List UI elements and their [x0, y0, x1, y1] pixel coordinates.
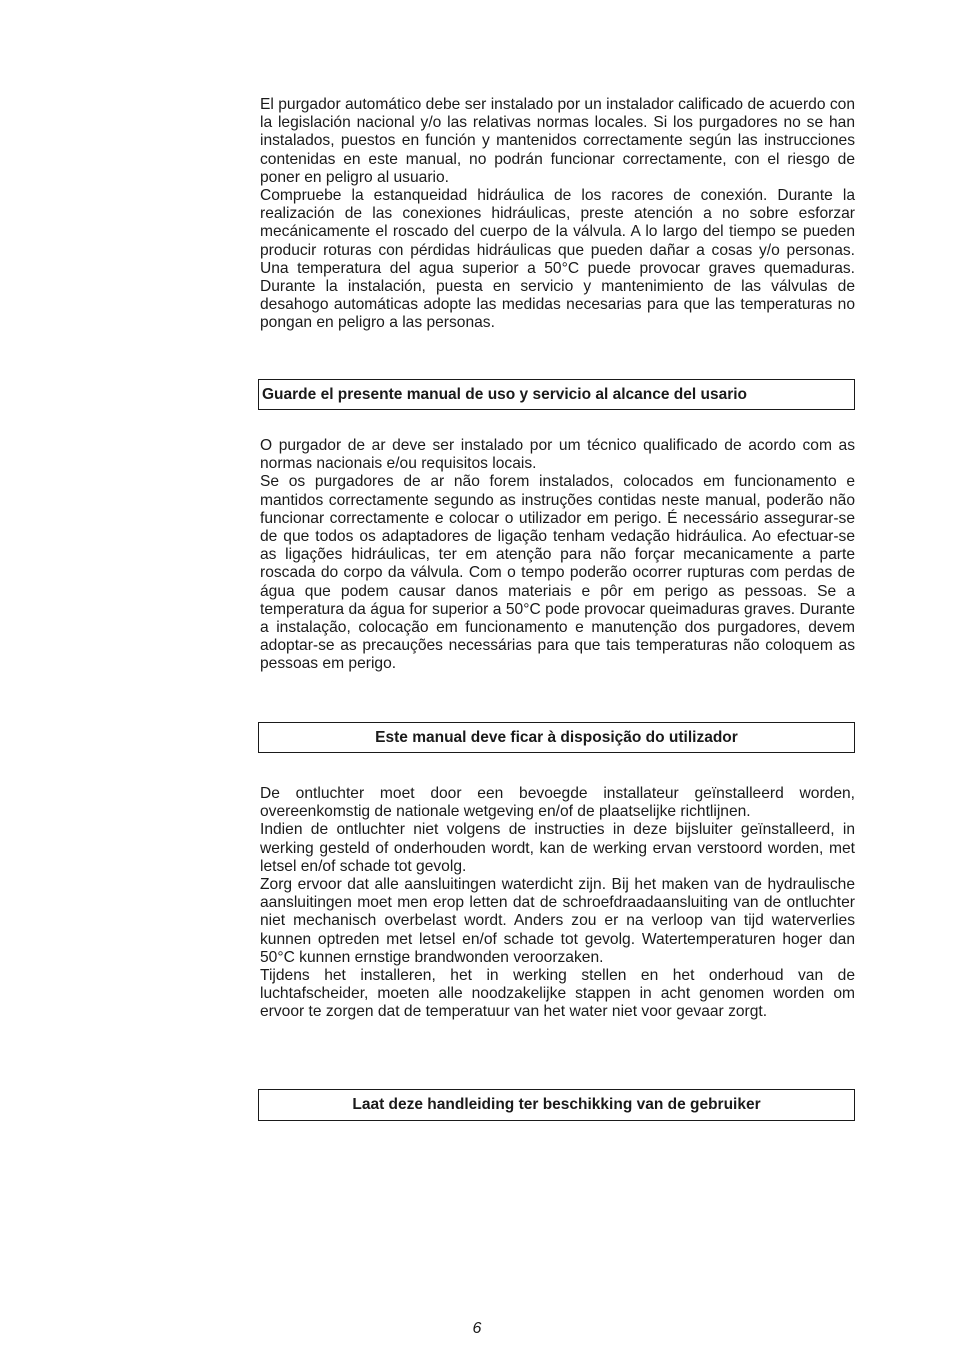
- paragraph-nl-4: Tijdens het installeren, het in werking stellen en het onderhoud van de luchtafscheider, moeten alle noodzakelijke stappen in acht genomen worden om ervoor te zorgen dat de temperatuur van het water niet voor gevaar zorgt.: [260, 967, 855, 1021]
- notice-text-es: Guarde el presente manual de uso y servicio al alcance del usario: [262, 385, 748, 403]
- paragraph-nl-3: Zorg ervoor dat alle aansluitingen waterdicht zijn. Bij het maken van de hydraulische aansluitingen moet men erop letten dat de schroefdraadaansluiting van de ontluchter niet mechanisch overbelast wordt. Anders zou er na verloop van tijd waterverlies kunnen optreden met letsel en/of schade tot gevolg. Watertemperaturen hoger dan 50°C kunnen ernstige brandwonden veroorzaken.: [260, 876, 855, 966]
- paragraph-es-2: Compruebe la estanqueidad hidráulica de los racores de conexión. Durante la realización de las conexiones hidráulicas, preste atención a no sobre esforzar mecánicamente el roscado del cuerpo de la válvula. A lo largo del tiempo se pueden producir roturas con pérdidas hidráulicas que pueden dañar a cosas y/o personas. Una temperatura del agua superior a 50°C puede provocar graves quemaduras. Durante la instalación, puesta en servicio y mantenimiento de las válvulas de desahogo automáticas adopte las medidas necesarias para que las temperaturas no pongan en peligro a las personas.: [260, 187, 855, 332]
- section-portuguese: [260, 437, 855, 674]
- paragraph-pt-1: O purgador de ar deve ser instalado por um técnico qualificado de acordo com as normas nacionais e/ou requisitos locais.: [260, 437, 855, 473]
- notice-box-pt: [258, 722, 855, 753]
- paragraph-pt-2: Se os purgadores de ar não forem instalados, colocados em funcionamento e mantidos correctamente segundo as instruções contidas neste manual, poderão não funcionar correctamente e colocar o utilizador em perigo. É necessário assegurar-se de que todos os adaptadores de ligação tenham vedação hidráulica. Ao efectuar-se as ligações hidráulicas, ter em atenção para não forçar mecanicamente a parte roscada do corpo da válvula. Com o tempo poderão ocorrer rupturas com perdas de água que podem causar danos materiais e pôr em perigo as pessoas. Se a temperatura da água for superior a 50°C pode provocar queimaduras graves. Durante a instalação, colocação em funcionamento e manutenção dos purgadores, devem adoptar-se as precauções necessárias para que tais temperaturas não coloquem as pessoas em perigo.: [260, 473, 855, 673]
- section-spanish: [260, 96, 855, 333]
- paragraph-nl-1: De ontluchter moet door een bevoegde installateur geïnstalleerd worden, overeenkomstig de nationale wetgeving en/of de plaatselijke richtlijnen.: [260, 785, 855, 821]
- section-dutch: [260, 785, 855, 1022]
- notice-text-pt: Este manual deve ficar à disposição do utilizador: [375, 728, 738, 746]
- paragraph-es-1: El purgador automático debe ser instalado por un instalador calificado de acuerdo con la legislación nacional y/o las relativas normas locales. Si los purgadores no se han instalados, puestos en función y mantenidos correctamente según las instrucciones contenidas en este manual, no podrán funcionar correctamente, con el riesgo de poner en peligro al usuario.: [260, 96, 855, 186]
- notice-text-nl: Laat deze handleiding ter beschikking van de gebruiker: [352, 1096, 761, 1113]
- notice-box-nl: [258, 1089, 855, 1121]
- notice-box-es: [258, 379, 855, 410]
- paragraph-nl-2: Indien de ontluchter niet volgens de instructies in deze bijsluiter geïnstalleerd, in werking gesteld of onderhouden wordt, kan de werking ervan verstoord worden, met letsel en/of schade tot gevolg.: [260, 821, 855, 875]
- page-number: 6: [472, 1320, 482, 1337]
